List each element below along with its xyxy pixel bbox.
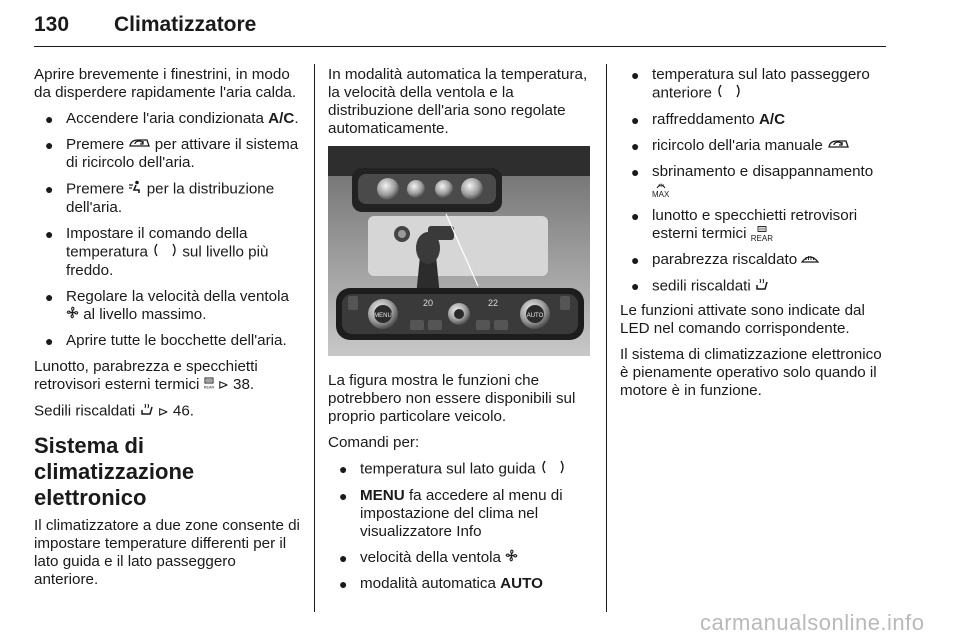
windscreen-heating-icon [801, 251, 819, 269]
list-item: ● temperatura sul lato guida [328, 460, 590, 479]
paragraph: La figura mostra le funzioni che potrebbero non essere disponibili sul proprio particolare veicolo. [328, 372, 576, 425]
paragraph: Le funzioni attivate sono indicate dal LED nel comando corrispondente. [620, 302, 865, 338]
bullet-list [34, 110, 302, 350]
list-item: ● Premere per attivare il sistema di ricircolo dell'aria. [45, 136, 299, 172]
menu-knob-label: MENU [374, 313, 392, 319]
air-distribution-icon [128, 180, 142, 199]
column-3 [620, 66, 888, 408]
page-header [34, 2, 886, 47]
paragraph: Aprire brevemente i finestrini, in modo da disperdere rapidamente l'aria calda. [34, 66, 297, 101]
list-item: ● sedili riscaldati [620, 277, 888, 296]
section-title: Climatizzatore [114, 13, 257, 36]
rear-window-heating-icon [204, 376, 214, 394]
climate-control-photo [328, 146, 590, 356]
paragraph: Il climatizzatore a due zone consente di impostare temperature differenti per il lato guida e il lato passeggero anteriore. [34, 517, 300, 589]
page-reference-icon: ⊳ [157, 403, 169, 419]
fan-icon [505, 549, 518, 567]
paragraph: Sedili riscaldati ⊳ 46. [34, 402, 195, 420]
list-item: ● Premere per la distribuzione dell'aria. [45, 180, 275, 217]
paragraph: Il sistema di climatizzazione elettronico è pienamente operativo solo quando il motore è in funzione. [620, 346, 882, 400]
auto-knob-label: AUTO [526, 313, 544, 319]
column-1 [34, 66, 302, 597]
temperature-icon [716, 84, 742, 103]
bullet-list [328, 460, 590, 593]
temp-display-right: 22 [488, 298, 499, 308]
rear-window-heating-icon: REAR [751, 226, 773, 243]
list-item: ● MENU fa accedere al menu di impostazione del clima nel visualizzatore Info [339, 487, 563, 540]
list-item: ● sbrinamento e disappannamento MAX [631, 163, 874, 199]
column-2 [328, 66, 590, 601]
list-item: ● velocità della ventola [328, 549, 590, 567]
list-item: ● Impostare il comando della temperatura sul livello più freddo. [45, 225, 269, 280]
page-reference-icon: ⊳ [217, 377, 229, 393]
column-divider [606, 64, 607, 612]
seat-heating-icon [755, 277, 769, 296]
list-item: ● raffreddamento A/C [631, 111, 786, 128]
recirculation-icon [128, 136, 150, 154]
temp-display-left: 20 [423, 298, 434, 308]
list-item: ● Aprire tutte le bocchette dell'aria. [45, 332, 287, 350]
seat-heating-icon [140, 402, 154, 421]
column-divider [314, 64, 315, 612]
page-number: 130 [34, 13, 70, 36]
list-item: ● temperatura sul lato passeggero anteriore [631, 66, 870, 102]
list-item: ● ricircolo dell'aria manuale [620, 137, 888, 155]
bullet-list [620, 66, 888, 296]
list-item: ● Accendere l'aria condizionata A/C. [45, 110, 299, 127]
list-item: ● modalità automatica AUTO [339, 575, 543, 593]
paragraph: Comandi per: [328, 434, 420, 451]
recirculation-icon [827, 137, 849, 155]
fan-icon [66, 306, 79, 324]
list-item: ● parabrezza riscaldato [620, 251, 888, 269]
temperature-icon [152, 243, 178, 262]
temperature-icon [540, 460, 566, 479]
watermark: carmanualsonline.info [700, 610, 925, 635]
list-item: ● Regolare la velocità della ventola al livello massimo. [45, 288, 289, 324]
section-heading: Sistema di climatizzazione elettronico [34, 433, 195, 511]
paragraph: Lunotto, parabrezza e specchietti retrovisori esterni termici REAR ⊳ 38. [34, 358, 258, 394]
paragraph: In modalità automatica la temperatura, la velocità della ventola e la distribuzione dell'aria sono regolate automaticamente. [328, 66, 588, 137]
defrost-max-icon: MAX [652, 182, 669, 199]
list-item: ● lunotto e specchietti retrovisori esterni termici REAR [631, 207, 858, 243]
svg-text:REAR: REAR [203, 385, 214, 390]
